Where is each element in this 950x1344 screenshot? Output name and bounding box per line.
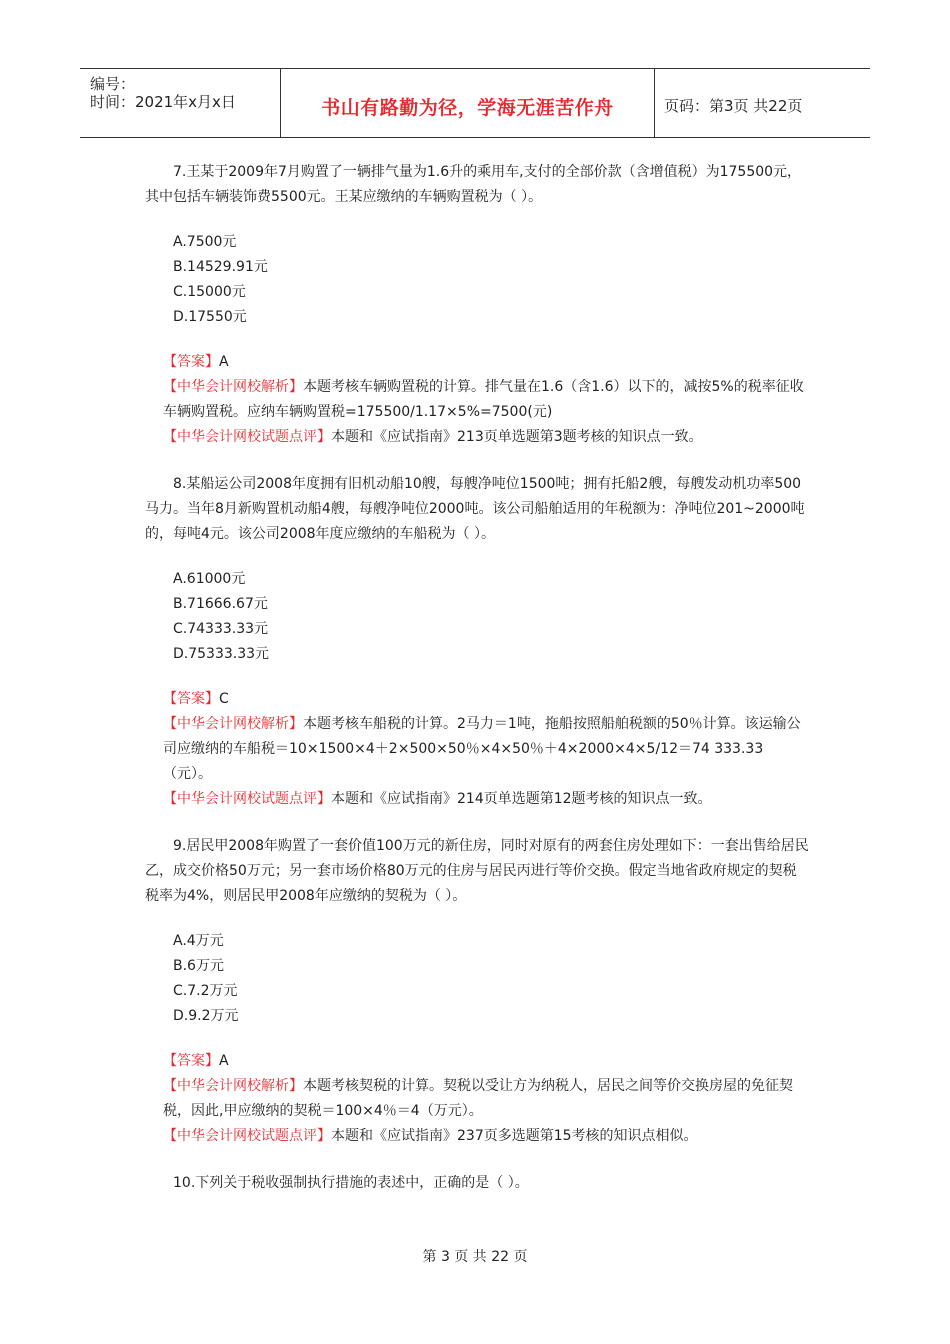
options-list <box>173 567 810 667</box>
option-b: B.71666.67元 <box>173 596 268 612</box>
answer-line <box>145 1049 810 1074</box>
question-block <box>145 160 810 450</box>
review-line <box>145 787 810 812</box>
review-text: 本题和《应试指南》214页单选题第12题考核的知识点一致。 <box>331 791 712 807</box>
question-stem: 10.下列关于税收强制执行措施的表述中，正确的是（ ）。 <box>173 1175 529 1191</box>
analysis-tag: 【中华会计网校解析】 <box>163 379 303 395</box>
review-tag: 【中华会计网校试题点评】 <box>163 791 331 807</box>
answer-value: C <box>219 691 229 707</box>
page-footer: 第 3 页 共 22 页 <box>422 1249 528 1265</box>
question-block <box>145 834 810 1149</box>
options-list <box>173 230 810 330</box>
answer-section <box>145 1049 810 1149</box>
answer-value: A <box>219 354 229 370</box>
options-list <box>173 929 810 1029</box>
review-tag: 【中华会计网校试题点评】 <box>163 1128 331 1144</box>
answer-section <box>145 687 810 812</box>
review-line <box>145 425 810 450</box>
analysis-line <box>145 1074 810 1124</box>
motto-text: 书山有路勤为径，学海无涯苦作舟 <box>321 97 614 119</box>
answer-tag: 【答案】 <box>163 691 219 707</box>
option-c: C.74333.33元 <box>173 621 269 637</box>
review-text: 本题和《应试指南》237页多选题第15考核的知识点相似。 <box>331 1128 698 1144</box>
answer-section <box>145 350 810 450</box>
analysis-tag: 【中华会计网校解析】 <box>163 1078 303 1094</box>
option-d: D.17550元 <box>173 309 247 325</box>
header-right-cell <box>654 69 870 137</box>
analysis-line <box>145 712 810 787</box>
analysis-line <box>145 375 810 425</box>
number-label: 编号： <box>90 75 136 93</box>
review-tag: 【中华会计网校试题点评】 <box>163 429 331 445</box>
option-b: B.14529.91元 <box>173 259 268 275</box>
analysis-text: 本题考核契税的计算。契税以受让方为纳税人，居民之间等价交换房屋的免征契税，因此,甲应缴纳的契税＝100×4％＝4（万元）。 <box>163 1078 793 1119</box>
option-d: D.75333.33元 <box>173 646 270 662</box>
answer-line <box>145 350 810 375</box>
option-c: C.7.2万元 <box>173 983 238 999</box>
option-a: A.7500元 <box>173 234 237 250</box>
answer-tag: 【答案】 <box>163 1053 219 1069</box>
option-c: C.15000元 <box>173 284 246 300</box>
option-b: B.6万元 <box>173 958 224 974</box>
document-body <box>145 160 810 1196</box>
page-info: 页码：第3页 共22页 <box>664 97 803 115</box>
option-a: A.4万元 <box>173 933 224 949</box>
analysis-text: 本题考核车辆购置税的计算。排气量在1.6（含1.6）以下的，减按5%的税率征收车辆购置税。应纳车辆购置税=175500/1.17×5%=7500(元) <box>163 379 804 420</box>
answer-value: A <box>219 1053 229 1069</box>
page-header <box>80 68 870 138</box>
question-stem: 7.王某于2009年7月购置了一辆排气量为1.6升的乘用车,支付的全部价款（含增值税）为175500元，其中包括车辆装饰费5500元。王某应缴纳的车辆购置税为（ ）。 <box>145 164 802 205</box>
review-text: 本题和《应试指南》213页单选题第3题考核的知识点一致。 <box>331 429 703 445</box>
option-d: D.9.2万元 <box>173 1008 239 1024</box>
header-left-cell <box>80 69 280 137</box>
analysis-text: 本题考核车船税的计算。2马力＝1吨，拖船按照船舶税额的50％计算。该运输公司应缴纳的车船税＝10×1500×4＋2×500×50％×4×50％＋4×2000×4×5/12＝74 333.33（元）。 <box>163 716 801 782</box>
question-stem: 8.某船运公司2008年度拥有旧机动船10艘，每艘净吨位1500吨；拥有托船2艘，每艘发动机功率500马力。当年8月新购置机动船4艘，每艘净吨位2000吨。该公司船舶适用的年税额为：净吨位201~2000吨的，每吨4元。该公司2008年度应缴纳的车船税为（ ）。 <box>145 476 805 542</box>
answer-line <box>145 687 810 712</box>
option-a: A.61000元 <box>173 571 246 587</box>
question-block <box>145 472 810 812</box>
question-stem: 9.居民甲2008年购置了一套价值100万元的新住房，同时对原有的两套住房处理如下：一套出售给居民乙，成交价格50万元；另一套市场价格80万元的住房与居民丙进行等价交换。假定当地省政府规定的契税税率为4%，则居民甲2008年应缴纳的契税为（ ）。 <box>145 838 809 904</box>
answer-tag: 【答案】 <box>163 354 219 370</box>
review-line <box>145 1124 810 1149</box>
header-middle-cell <box>280 69 655 137</box>
analysis-tag: 【中华会计网校解析】 <box>163 716 303 732</box>
time-label: 时间：2021年x月x日 <box>90 93 236 111</box>
